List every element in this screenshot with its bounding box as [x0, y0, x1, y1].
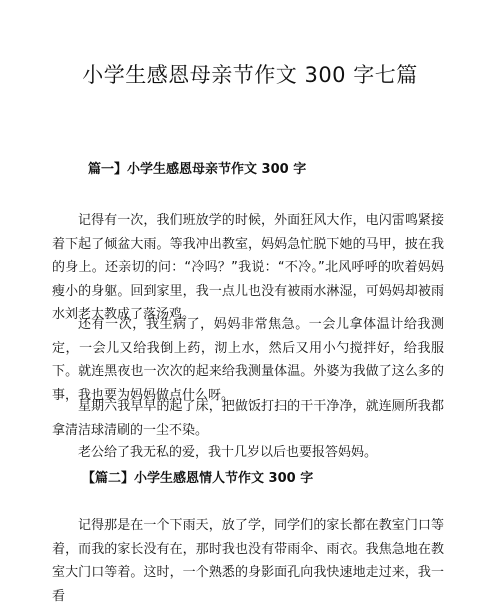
- paragraph-2: 还有一次，我生病了，妈妈非常焦急。一会儿拿体温计给我测定，一会儿又给我倒上药，沏上水，然后又用小勺搅拌好，给我服下。就连黑夜也一次次的起来给我测量体温。外婆为我做了这么多的事，我也要为妈妈做点什么呀。: [52, 317, 444, 403]
- paragraph-1: 记得有一次，我们班放学的时候，外面狂风大作，电闪雷鸣紧接着下起了倾盆大雨。等我冲出教室，妈妈急忙脱下她的马甲，披在我的身上。还亲切的问：“冷吗？”我说：“不冷。”北风呼呼的吹着妈妈瘦小的身躯。回到家里，我一点儿也没有被雨水淋湿，可妈妈却被雨水刘老太教成了落汤鸡。: [52, 213, 444, 322]
- section-heading-2: 【篇二】小学生感恩情人节作文 300 字: [82, 471, 314, 486]
- paragraph-4: 老公给了我无私的爱，我十几岁以后也要报答妈妈。: [78, 445, 378, 460]
- document-title: 小学生感恩母亲节作文 300 字七篇: [82, 63, 418, 87]
- paragraph-5: 记得那是在一个下雨天，放了学，同学们的家长都在教室门口等着，而我的家长没有在，那时我也没有带雨伞、雨衣。我焦急地在教室大门口等着。这时，一个熟悉的身影面孔向我快速地走过来，我一看: [52, 518, 444, 604]
- section-heading-1: 篇一】小学生感恩母亲节作文 300 字: [88, 162, 307, 177]
- paragraph-3: 星期六我早早的起了床，把做饭打扫的干干净净，就连厕所我都拿清洁球清刷的一尘不染。: [52, 399, 444, 438]
